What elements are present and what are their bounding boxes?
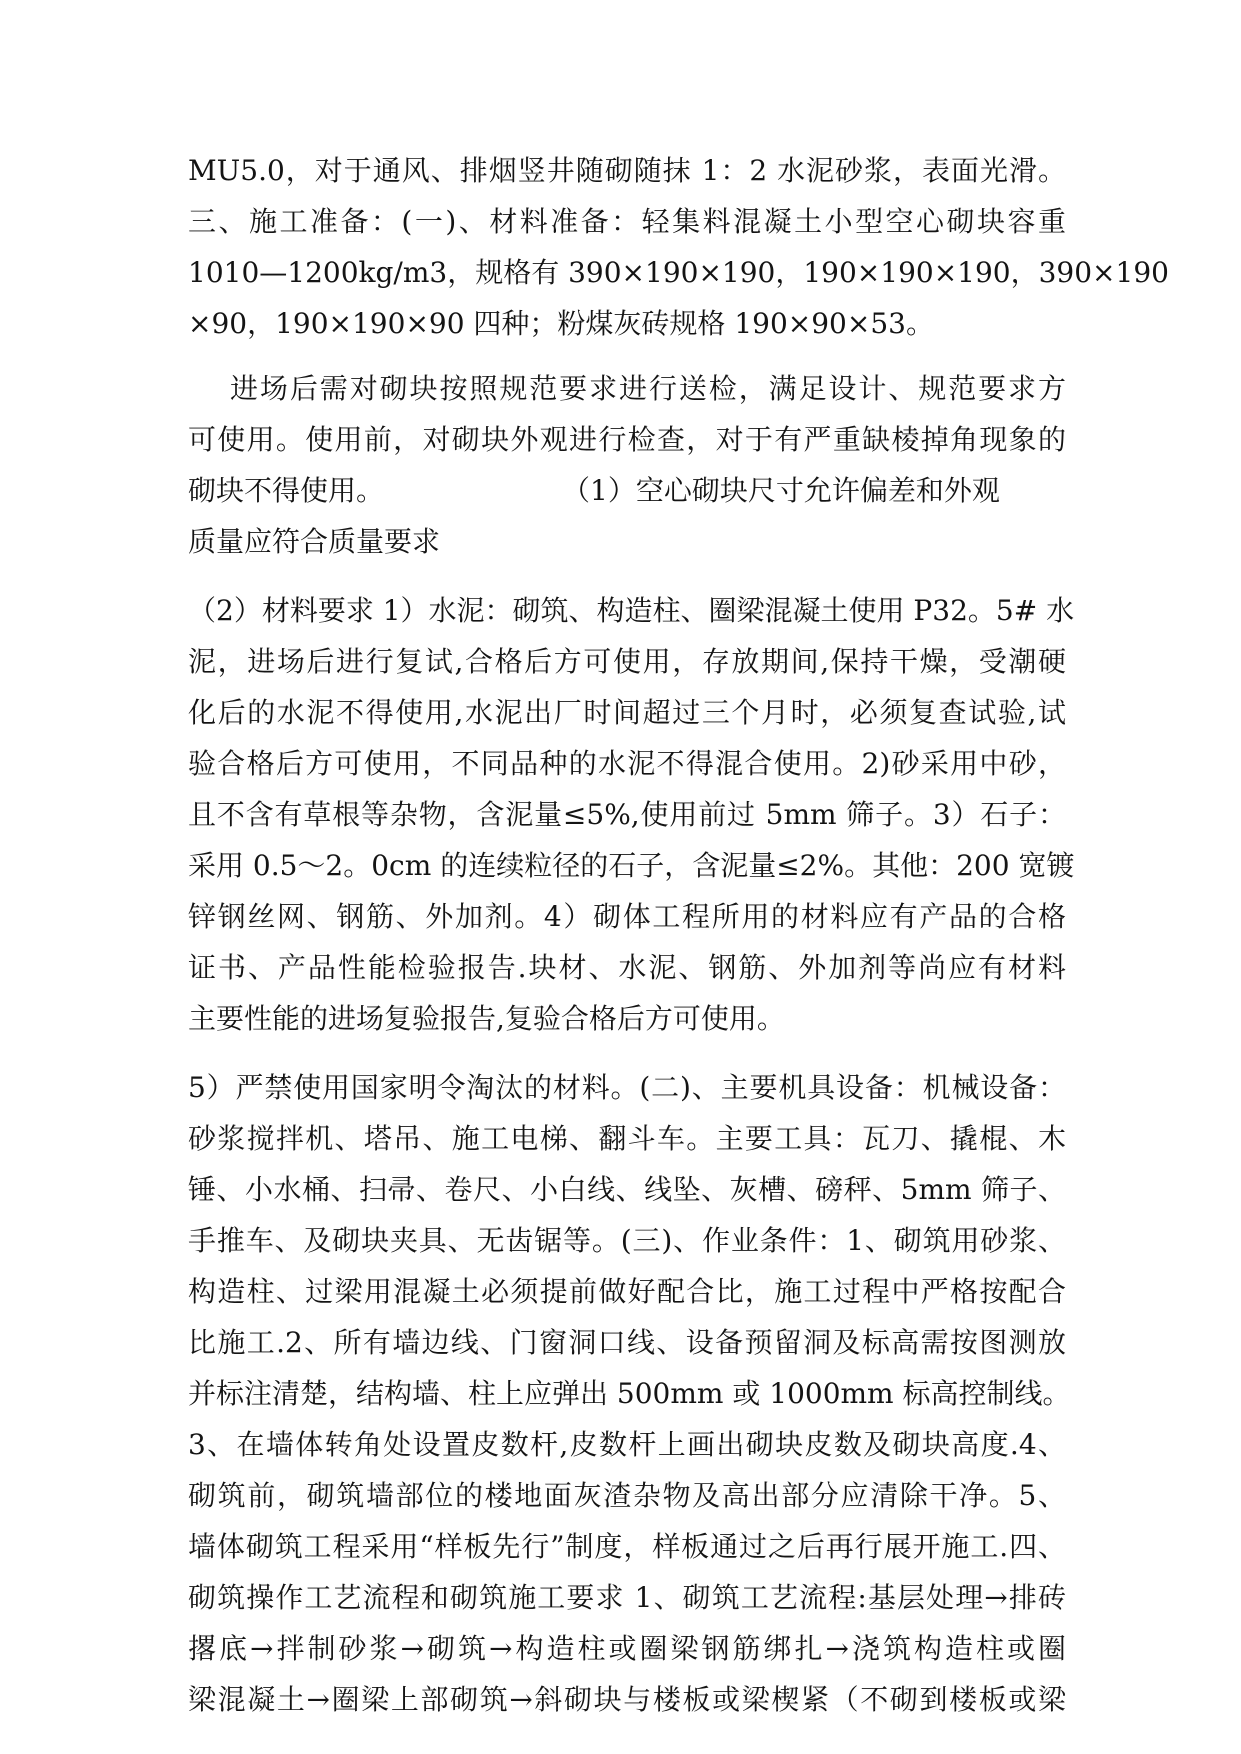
text-line: 化后的水泥不得使用,水泥出厂时间超过三个月时，必须复查试验,试	[188, 696, 1066, 729]
text-line: 且不含有草根等杂物，含泥量≤5%,使用前过 5mm 筛子。3）石子：	[188, 798, 1066, 831]
text-line: MU5.0，对于通风、排烟竖井随砌随抹 1：2 水泥砂浆，表面光滑。	[188, 154, 1066, 187]
text-line: 砌筑前，砌筑墙部位的楼地面灰渣杂物及高出部分应清除干净。5、	[188, 1479, 1066, 1512]
text-line: 锌钢丝网、钢筋、外加剂。4）砌体工程所用的材料应有产品的合格	[188, 900, 1066, 933]
text-line: 梁混凝土→圈梁上部砌筑→斜砌块与楼板或梁楔紧（不砌到楼板或梁	[188, 1683, 1066, 1716]
text-line: 采用 0.5～2。0cm 的连续粒径的石子，含泥量≤2%。其他：200 宽镀	[188, 849, 1075, 882]
text-line: 质量应符合质量要求	[188, 525, 441, 558]
text-line: 砌块不得使用。 （1）空心砌块尺寸允许偏差和外观	[188, 474, 1000, 507]
text-line: 5）严禁使用国家明令淘汰的材料。(二)、主要机具设备：机械设备：	[188, 1071, 1066, 1104]
text-line: 并标注清楚，结构墙、柱上应弹出 500mm 或 1000mm 标高控制线。	[188, 1377, 1071, 1410]
text-line: 主要性能的进场复验报告,复验合格后方可使用。	[188, 1002, 785, 1035]
text-line: 1010—1200kg/m3，规格有 390×190×190，190×190×190，390×190	[188, 256, 1169, 289]
text-line: （2）材料要求 1）水泥：砌筑、构造柱、圈梁混凝土使用 P32。5# 水	[188, 594, 1075, 627]
paragraph-2	[188, 363, 1066, 567]
text-line: 比施工.2、所有墙边线、门窗洞口线、设备预留洞及标高需按图测放	[188, 1326, 1066, 1359]
text-line: 验合格后方可使用，不同品种的水泥不得混合使用。2)砂采用中砂，	[188, 747, 1066, 780]
text-line: 撂底→拌制砂浆→砌筑→构造柱或圈梁钢筋绑扎→浇筑构造柱或圈	[188, 1632, 1066, 1665]
text-line: 可使用。使用前，对砌块外观进行检查，对于有严重缺棱掉角现象的	[188, 423, 1066, 456]
document-body	[188, 145, 1169, 1725]
text-line: 砌筑操作工艺流程和砌筑施工要求 1、砌筑工艺流程:基层处理→排砖	[188, 1581, 1066, 1614]
text-line: 锤、小水桶、扫帚、卷尺、小白线、线坠、灰槽、磅秤、5mm 筛子、	[188, 1173, 1066, 1206]
text-line: 进场后需对砌块按照规范要求进行送检，满足设计、规范要求方	[230, 372, 1066, 405]
paragraph-4	[188, 1062, 1071, 1725]
paragraph-1	[188, 145, 1169, 349]
text-line: 泥，进场后进行复试,合格后方可使用，存放期间,保持干燥，受潮硬	[188, 645, 1066, 678]
text-line: 手推车、及砌块夹具、无齿锯等。(三)、作业条件：1、砌筑用砂浆、	[188, 1224, 1066, 1257]
text-line: 砂浆搅拌机、塔吊、施工电梯、翻斗车。主要工具：瓦刀、撬棍、木	[188, 1122, 1066, 1155]
text-line: 墙体砌筑工程采用“样板先行”制度，样板通过之后再行展开施工.四、	[188, 1530, 1066, 1563]
paragraph-3	[188, 585, 1075, 1044]
text-line: 3、在墙体转角处设置皮数杆,皮数杆上画出砌块皮数及砌块高度.4、	[188, 1428, 1066, 1461]
text-line: 三、施工准备：(一)、材料准备：轻集料混凝土小型空心砌块容重	[188, 205, 1066, 238]
text-line: 证书、产品性能检验报告.块材、水泥、钢筋、外加剂等尚应有材料	[188, 951, 1066, 984]
text-line: ×90，190×190×90 四种；粉煤灰砖规格 190×90×53。	[188, 307, 934, 340]
text-line: 构造柱、过梁用混凝土必须提前做好配合比，施工过程中严格按配合	[188, 1275, 1066, 1308]
